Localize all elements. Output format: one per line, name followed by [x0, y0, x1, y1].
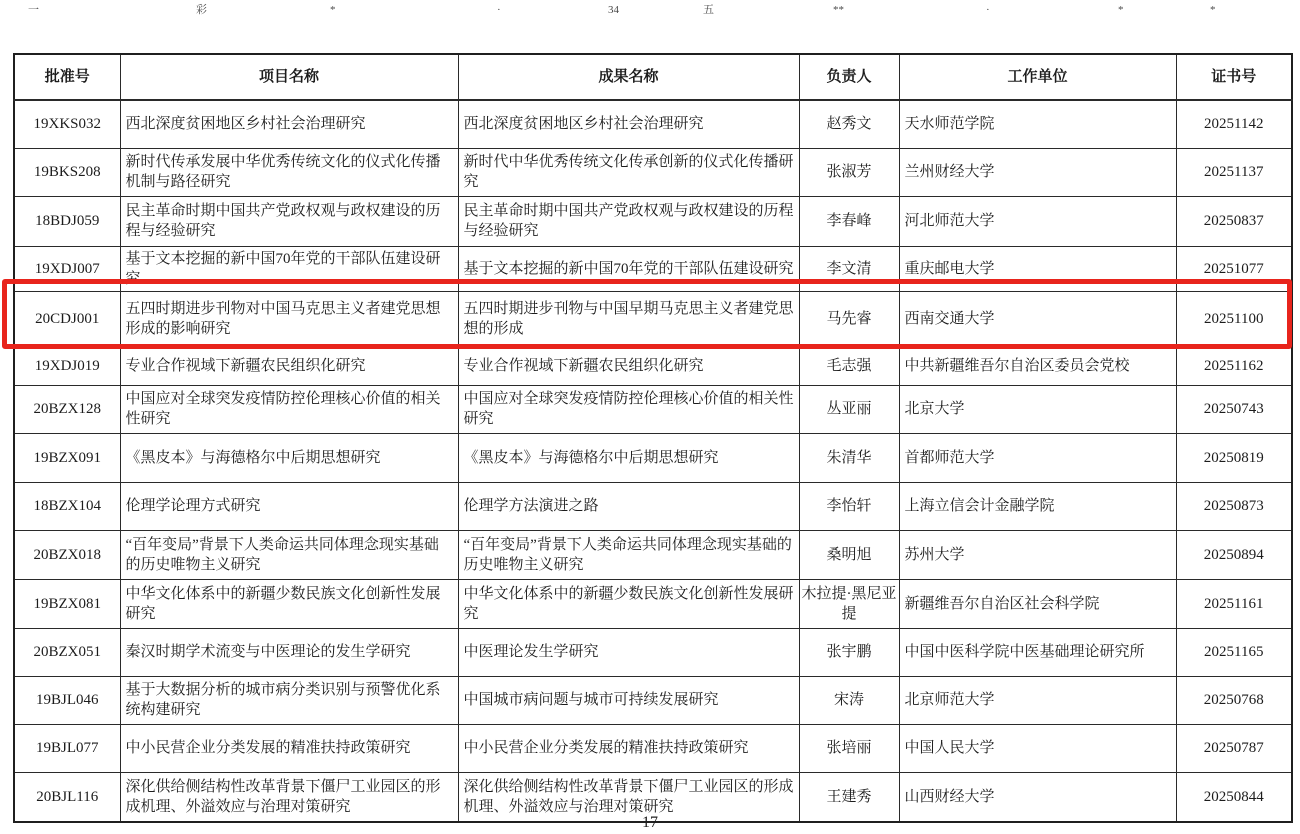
- cell-cert: 20251137: [1176, 148, 1292, 196]
- cell-cert: 20250743: [1176, 385, 1292, 433]
- cell-project: 中华文化体系中的新疆少数民族文化创新性发展研究: [120, 579, 458, 628]
- cell-cert: 20250873: [1176, 482, 1292, 530]
- cell-org: 山西财经大学: [899, 772, 1176, 822]
- cell-approval: 19BJL046: [14, 676, 120, 724]
- cell-cert: 20251100: [1176, 291, 1292, 347]
- cell-leader: 宋涛: [799, 676, 899, 724]
- top-fragment: **: [833, 4, 844, 16]
- cell-approval: 19BKS208: [14, 148, 120, 196]
- table-row: [14, 676, 1292, 724]
- table-header: [14, 54, 1292, 100]
- cell-achievement: 深化供给侧结构性改革背景下僵尸工业园区的形成机理、外溢效应与治理对策研究: [458, 772, 799, 822]
- cell-org: 中共新疆维吾尔自治区委员会党校: [899, 347, 1176, 385]
- cell-org: 中国人民大学: [899, 724, 1176, 772]
- cell-project: “百年变局”背景下人类命运共同体理念现实基础的历史唯物主义研究: [120, 530, 458, 579]
- top-fragment: 34: [608, 4, 619, 16]
- cell-achievement: 专业合作视域下新疆农民组织化研究: [458, 347, 799, 385]
- table-row: [14, 385, 1292, 433]
- cell-org: 新疆维吾尔自治区社会科学院: [899, 579, 1176, 628]
- cell-approval: 20BJL116: [14, 772, 120, 822]
- cell-cert: 20250894: [1176, 530, 1292, 579]
- cell-leader: 木拉提·黑尼亚提: [799, 579, 899, 628]
- cell-achievement: 新时代中华优秀传统文化传承创新的仪式化传播研究: [458, 148, 799, 196]
- cell-org: 重庆邮电大学: [899, 246, 1176, 291]
- project-results-table: [13, 53, 1293, 823]
- cell-org: 天水师范学院: [899, 100, 1176, 148]
- column-header-project: 项目名称: [120, 54, 458, 100]
- cell-leader: 李文清: [799, 246, 899, 291]
- cell-approval: 18BDJ059: [14, 196, 120, 246]
- cell-org: 北京师范大学: [899, 676, 1176, 724]
- table-row: [14, 482, 1292, 530]
- cell-project: 深化供给侧结构性改革背景下僵尸工业园区的形成机理、外溢效应与治理对策研究: [120, 772, 458, 822]
- table-row: [14, 148, 1292, 196]
- cell-org: 中国中医科学院中医基础理论研究所: [899, 628, 1176, 676]
- cell-leader: 李怡轩: [799, 482, 899, 530]
- cell-achievement: 西北深度贫困地区乡村社会治理研究: [458, 100, 799, 148]
- cell-leader: 赵秀文: [799, 100, 899, 148]
- cell-leader: 毛志强: [799, 347, 899, 385]
- top-fragment: 五: [703, 4, 714, 16]
- cell-cert: 20250844: [1176, 772, 1292, 822]
- cell-achievement: 五四时期进步刊物与中国早期马克思主义者建党思想的形成: [458, 291, 799, 347]
- table-row: [14, 347, 1292, 385]
- cell-project: 基于大数据分析的城市病分类识别与预警优化系统构建研究: [120, 676, 458, 724]
- column-header-approval: 批准号: [14, 54, 120, 100]
- column-header-achievement: 成果名称: [458, 54, 799, 100]
- cell-cert: 20251162: [1176, 347, 1292, 385]
- cell-achievement: 基于文本挖掘的新中国70年党的干部队伍建设研究: [458, 246, 799, 291]
- cell-approval: 20BZX018: [14, 530, 120, 579]
- cell-project: 民主革命时期中国共产党政权观与政权建设的历程与经验研究: [120, 196, 458, 246]
- cell-project: 中小民营企业分类发展的精准扶持政策研究: [120, 724, 458, 772]
- cell-achievement: 民主革命时期中国共产党政权观与政权建设的历程与经验研究: [458, 196, 799, 246]
- table-row: [14, 100, 1292, 148]
- cell-org: 首都师范大学: [899, 433, 1176, 482]
- cell-project: 五四时期进步刊物对中国马克思主义者建党思想形成的影响研究: [120, 291, 458, 347]
- clipped-top-text: [0, 2, 1300, 18]
- cell-leader: 张培丽: [799, 724, 899, 772]
- cell-achievement: 中小民营企业分类发展的精准扶持政策研究: [458, 724, 799, 772]
- table-body: [14, 100, 1292, 822]
- cell-achievement: 中华文化体系中的新疆少数民族文化创新性发展研究: [458, 579, 799, 628]
- top-fragment: *: [1210, 4, 1216, 16]
- cell-org: 北京大学: [899, 385, 1176, 433]
- cell-leader: 张宇鹏: [799, 628, 899, 676]
- cell-org: 上海立信会计金融学院: [899, 482, 1176, 530]
- cell-approval: 19XKS032: [14, 100, 120, 148]
- cell-approval: 20BZX128: [14, 385, 120, 433]
- cell-project: 伦理学论理方式研究: [120, 482, 458, 530]
- cell-cert: 20251165: [1176, 628, 1292, 676]
- cell-leader: 朱清华: [799, 433, 899, 482]
- cell-achievement: 中医理论发生学研究: [458, 628, 799, 676]
- column-header-leader: 负责人: [799, 54, 899, 100]
- cell-leader: 王建秀: [799, 772, 899, 822]
- cell-approval: 18BZX104: [14, 482, 120, 530]
- cell-cert: 20250819: [1176, 433, 1292, 482]
- cell-achievement: 伦理学方法演进之路: [458, 482, 799, 530]
- column-header-org: 工作单位: [899, 54, 1176, 100]
- table-row: [14, 530, 1292, 579]
- table-row: [14, 246, 1292, 291]
- table-row: [14, 628, 1292, 676]
- top-fragment: 彩: [196, 4, 207, 16]
- cell-project: 中国应对全球突发疫情防控伦理核心价值的相关性研究: [120, 385, 458, 433]
- table-row: [14, 196, 1292, 246]
- cell-project: 专业合作视域下新疆农民组织化研究: [120, 347, 458, 385]
- table-row: [14, 433, 1292, 482]
- cell-achievement: “百年变局”背景下人类命运共同体理念现实基础的历史唯物主义研究: [458, 530, 799, 579]
- cell-approval: 19XDJ007: [14, 246, 120, 291]
- cell-org: 兰州财经大学: [899, 148, 1176, 196]
- column-header-cert: 证书号: [1176, 54, 1292, 100]
- cell-achievement: 中国应对全球突发疫情防控伦理核心价值的相关性研究: [458, 385, 799, 433]
- header-row: [14, 54, 1292, 100]
- cell-cert: 20250837: [1176, 196, 1292, 246]
- cell-approval: 19BJL077: [14, 724, 120, 772]
- cell-leader: 李春峰: [799, 196, 899, 246]
- cell-approval: 19BZX091: [14, 433, 120, 482]
- top-fragment: *: [330, 4, 336, 16]
- cell-project: 西北深度贫困地区乡村社会治理研究: [120, 100, 458, 148]
- cell-cert: 20251077: [1176, 246, 1292, 291]
- cell-org: 河北师范大学: [899, 196, 1176, 246]
- top-fragment: *: [1118, 4, 1124, 16]
- cell-cert: 20250768: [1176, 676, 1292, 724]
- table-row: [14, 724, 1292, 772]
- cell-achievement: 《黑皮本》与海德格尔中后期思想研究: [458, 433, 799, 482]
- cell-org: 苏州大学: [899, 530, 1176, 579]
- table-row: [14, 579, 1292, 628]
- cell-org: 西南交通大学: [899, 291, 1176, 347]
- top-fragment: ·: [986, 4, 990, 16]
- table-row-highlighted: [14, 291, 1292, 347]
- top-fragment: 一: [28, 4, 39, 16]
- page-number: 17: [642, 814, 658, 831]
- cell-leader: 张淑芳: [799, 148, 899, 196]
- cell-leader: 桑明旭: [799, 530, 899, 579]
- cell-leader: 丛亚丽: [799, 385, 899, 433]
- cell-project: 《黑皮本》与海德格尔中后期思想研究: [120, 433, 458, 482]
- cell-cert: 20250787: [1176, 724, 1292, 772]
- cell-cert: 20251161: [1176, 579, 1292, 628]
- cell-approval: 19XDJ019: [14, 347, 120, 385]
- cell-project: 秦汉时期学术流变与中医理论的发生学研究: [120, 628, 458, 676]
- cell-achievement: 中国城市病问题与城市可持续发展研究: [458, 676, 799, 724]
- cell-leader: 马先睿: [799, 291, 899, 347]
- cell-approval: 20CDJ001: [14, 291, 120, 347]
- cell-approval: 20BZX051: [14, 628, 120, 676]
- top-fragment: ·: [497, 4, 501, 16]
- cell-project: 新时代传承发展中华优秀传统文化的仪式化传播机制与路径研究: [120, 148, 458, 196]
- cell-approval: 19BZX081: [14, 579, 120, 628]
- cell-cert: 20251142: [1176, 100, 1292, 148]
- cell-project: 基于文本挖掘的新中国70年党的干部队伍建设研究: [120, 246, 458, 291]
